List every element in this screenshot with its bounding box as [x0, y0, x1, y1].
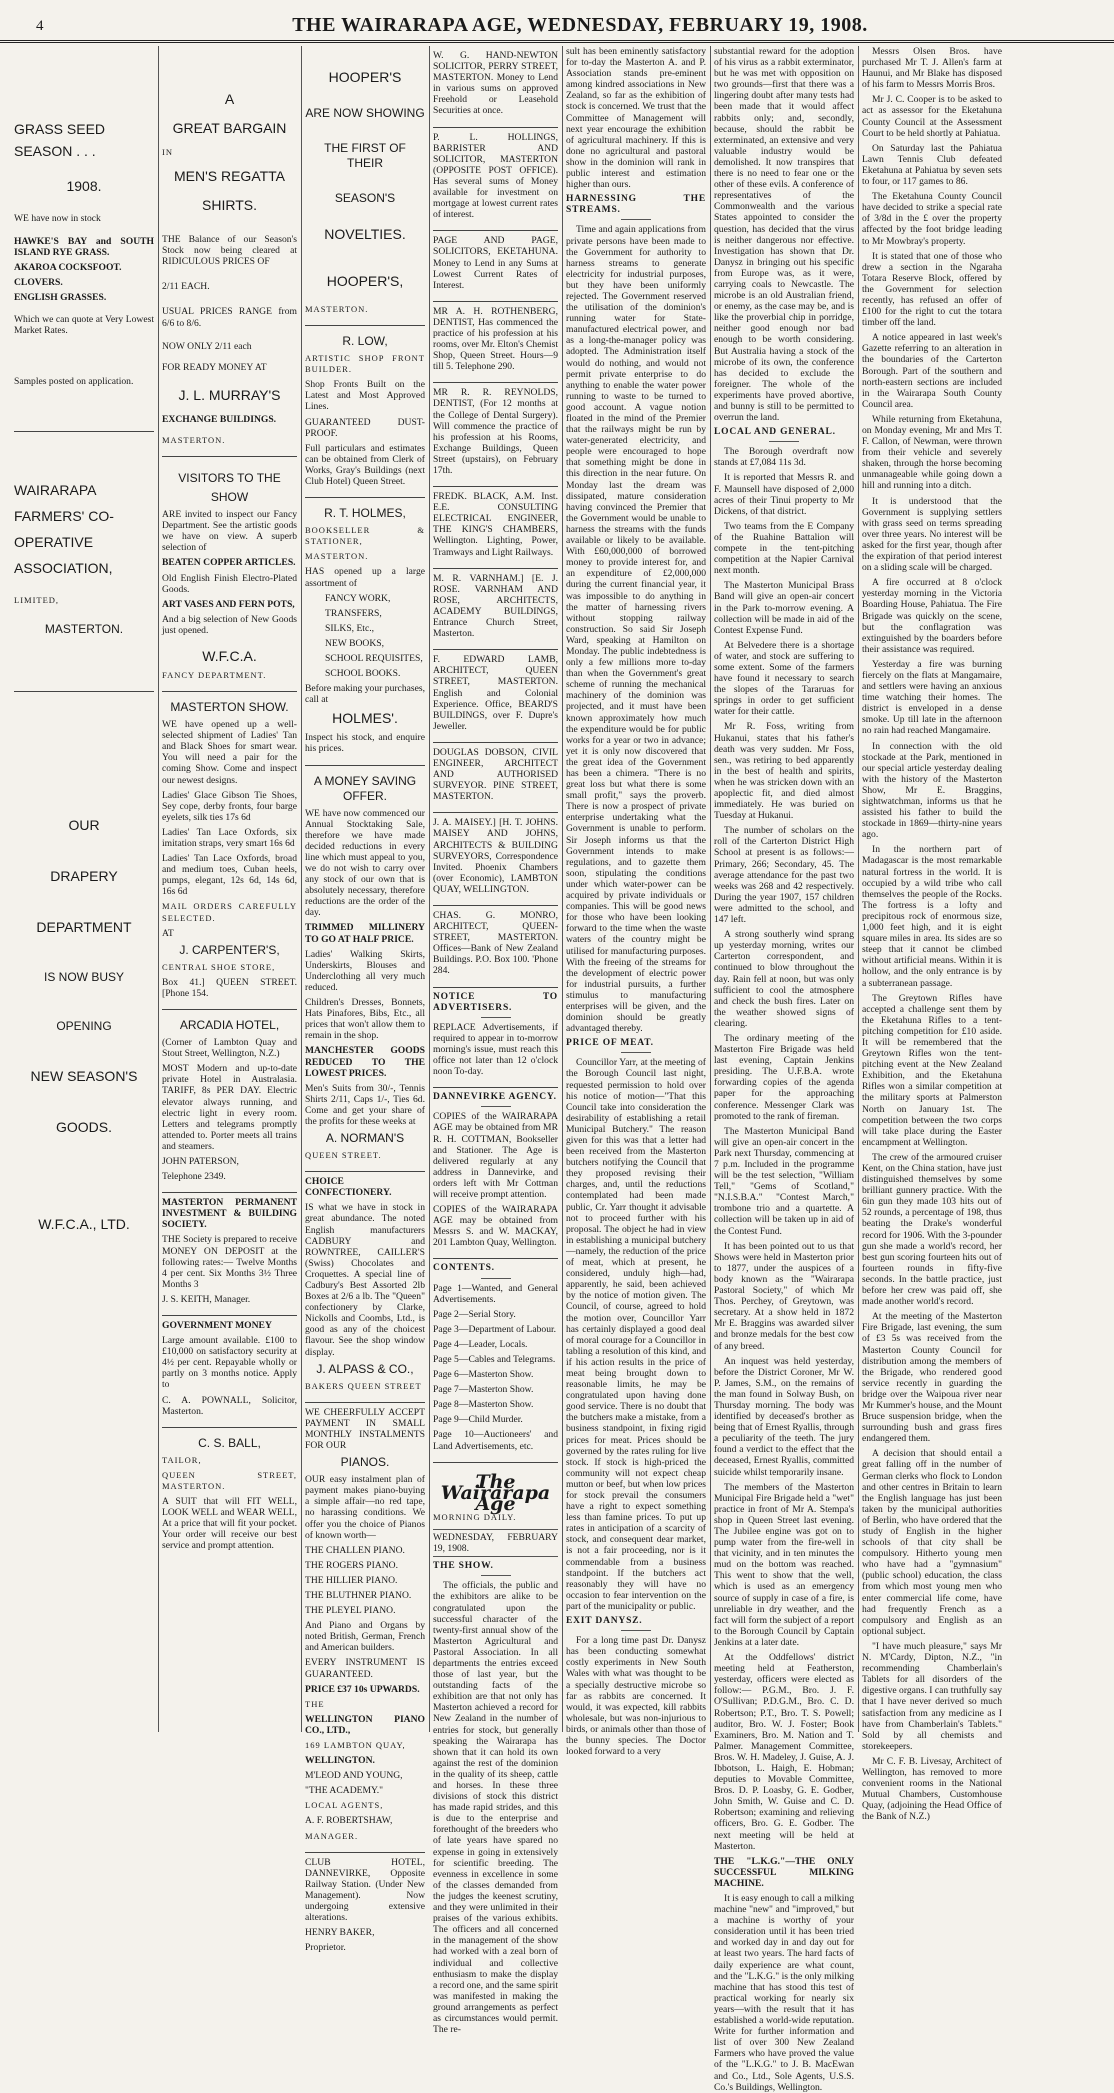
building-society-ad [162, 1193, 297, 1316]
column-7 [862, 46, 1002, 1823]
ad-text: QUEEN STREET, MASTERTON. [162, 1469, 297, 1491]
ad-text: HAS opened up a large assortment of [305, 566, 425, 589]
advertisers-notice [433, 988, 558, 1089]
section-heading: DANNEVIRKE AGENCY. [433, 1092, 558, 1107]
local-item: The number of scholars on the roll of the Carterton District High School at present is as follows:—Primary, 266; Secondary, 45. The average attendance for the past two weeks was 268 and 42 respectively. During the year 1907, 157 children were admitted to the school, and 147 left. [714, 825, 854, 926]
ad-heading: GREAT BARGAIN [172, 120, 287, 136]
ad-heading: HOOPER'S [328, 69, 402, 85]
column-rule [301, 46, 302, 1732]
ad-heading: C. S. BALL, [198, 1435, 261, 1450]
contents-item: Page 9—Child Murder. [433, 1414, 523, 1426]
ad-text: CLUB HOTEL, DANNEVIRKE, Opposite Railway Station. (Under New Management). Now undergoing extensive alterations. [305, 1856, 425, 1924]
ad-price: 2/11 EACH. [162, 281, 210, 293]
ad-text: FANCY DEPARTMENT. [162, 669, 267, 680]
ad-text: Old English Finish Electro-Plated Goods. [162, 572, 297, 595]
ad-text: THE [305, 1698, 325, 1709]
ad-text: Proprietor. [305, 1942, 346, 1954]
local-item: A notice appeared in last week's Gazette referring to an alteration in the boundaries of the Carterton Borough. Part of the southern and north-eastern sections are included in the Wairarapa South County Council area. [862, 332, 1002, 410]
ad-heading: J. L. MURRAY'S [178, 386, 281, 403]
article-heading: EXIT DANYSZ. [566, 1616, 706, 1631]
ad-item: Ladies' Glace Gibson Tie Shoes, Sey cope, derby fronts, four barge eyelets, silk ties 17s 6d [162, 789, 297, 823]
ad-text: Shop Fronts Built on the Latest and Most Approved Lines. [305, 379, 425, 413]
article-text: For a long time past Dr. Danysz has been conducting somewhat costly experiments in New South Wales with what was thought to be a specially destructive microbe so far as rabbits are concerned. It would, it was expected, kill rabbits wholesale, but was non-injurious to birds, or animals other than those of the bunny species. The Doctor looked forward to a very [566, 1635, 706, 1758]
column-rule [858, 46, 859, 1732]
ad-heading: HOLMES'. [332, 710, 398, 727]
local-item: The Masterton Municipal Brass Band will give an open-air concert in the Park to-morrow evening. A collection will be made in aid of the Contest Expense Fund. [714, 580, 854, 636]
ad-heading: R. T. HOLMES, [324, 506, 406, 521]
ad-text: AT [162, 927, 174, 939]
card-text: W. G. HAND-NEWTON SOLICITOR, PERRY STREET, MASTERTON. Money to Lend in various sums on approved Freehold or Leasehold Securities at once. [433, 50, 558, 117]
local-item: In connection with the old stockade at the Park, mentioned in our special article yesterday dealing with the history of the Masterton Show, Mr E. Braggins, sightwatchman, informs us that he assisted his father to build the stockade in 1869—thirty-nine years ago. [862, 740, 1002, 841]
ad-text: WE have opened up a well-selected shipment of Ladies' Tan and Black Shoes for smart wear. You will need a pair for the coming Show. Come and inspect our newest designs. [162, 719, 297, 786]
money-saving-ad [305, 766, 425, 1173]
ad-item: SILKS, Etc., [325, 622, 375, 634]
card-text: MR A. H. ROTHENBERG, DENTIST, Has commenced the practice of his profession at his rooms, over Mr. Elton's Chemist Shop, Queen Street. Hours—9 till 5. Telephone 290. [433, 305, 558, 373]
ad-text: BEATEN COPPER ARTICLES. [162, 557, 296, 569]
ad-text: Large amount available. £100 to £10,000 on satisfactory security at 4½ per cent. Repayable wholly or partly on 3 months notice. Apply to [162, 1335, 297, 1391]
government-money-ad [162, 1316, 297, 1428]
contents-item: Page 3—Department of Labour. [433, 1323, 557, 1335]
column-3 [305, 46, 425, 1954]
ad-item: SCHOOL BOOKS. [325, 668, 401, 680]
local-item: The Masterton Municipal Band will give an open-air concert in the Park next Thursday, commencing at 7 p.m. Included in the programme will be the test selection, "William Tell," "Gems of Scotland," "N.I.S.B.A." "Contest March," trombone trio and a quartette. A collection will be taken up in aid of the Contest Fund. [714, 1125, 854, 1237]
contents-item: Page 1—Wanted, and General Advertisements. [433, 1282, 558, 1305]
card-text: DOUGLAS DOBSON, CIVIL ENGINEER, ARCHITECT AND AUTHORISED SURVEYOR. PINE STREET, MASTERTON. [433, 746, 558, 803]
local-item: In the northern part of Madagascar is the most remarkable natural fortress in the world. It is occupied by a wild tribe who call themselves the people of the Rocks. The fortress is a lofty and precipitous rock of enormous size, 1,000 feet high, and it is eight square miles in area. Its sides are so steep that it cannot be climbed without artificial means. Within it is hollow, and the only entrance is by a subterranean passage. [862, 844, 1002, 989]
ad-text: HENRY BAKER, [305, 1927, 375, 1939]
ad-text: 169 LAMBTON QUAY, [305, 1740, 406, 1750]
ad-text: CENTRAL SHOE STORE, [162, 961, 276, 972]
local-item: Two teams from the E Company of the Ruahine Battalion will compete in the tent-pitching competition at the Napier Carnival next month. [714, 520, 854, 577]
ad-text: And a big selection of New Goods just opened. [162, 613, 297, 636]
contents-item: Page 7—Masterton Show. [433, 1384, 534, 1396]
business-card [433, 813, 558, 906]
ad-heading: SHOW [210, 490, 249, 505]
ad-heading: DRAPERY [50, 867, 118, 884]
ad-item: CLOVERS. [14, 277, 63, 289]
column-rule [158, 46, 159, 1732]
ad-item: TRANSFERS, [325, 607, 382, 619]
ad-text: MAIL ORDERS CAREFULLY SELECTED. [162, 901, 297, 923]
ad-text: Which we can quote at Very Lowest Market Rates. [14, 313, 154, 336]
page-number: 4 [36, 18, 44, 34]
ad-text: TAILOR, [162, 1454, 202, 1465]
ad-heading: SHIRTS. [202, 197, 257, 214]
ad-text: ARTISTIC SHOP FRONT BUILDER. [305, 353, 425, 375]
ad-heading: GOVERNMENT MONEY [162, 1320, 272, 1331]
ad-heading: SEASON . . . [14, 143, 96, 159]
notice-text: REPLACE Advertisements, if required to appear in to-morrow morning's issue, must reach this office not later than 12 o'clock noon To-day. [433, 1021, 558, 1078]
business-card [433, 650, 558, 743]
column-4 [433, 46, 558, 2036]
editorial-date: WEDNESDAY, FEBRUARY 19, 1908. [433, 1529, 558, 1557]
local-item: It is reported that Messrs R. and F. Maunsell have disposed of 2,000 acres of their Tinui property to Mr Dickens, of that district. [714, 472, 854, 517]
visitors-show-ad [162, 457, 297, 692]
local-item: It has been pointed out to us that Shows were held in Masterton prior to 1877, under the auspices of a body known as the "Wairarapa Pastoral Society," of which Mr Thos. Perchey, of Greytown, was secretary. At a show held in 1872 Mr E. Braggins was awarded silver and bronze medals for the best cow of any breed. [714, 1240, 854, 1352]
ad-text: MASTERTON. [305, 551, 369, 562]
ad-text: Inspect his stock, and enquire his prices. [305, 732, 425, 755]
ad-text: A. F. ROBERTSHAW, [305, 1815, 393, 1827]
editorial-nameplate [433, 1463, 558, 1558]
tailor-ad [162, 1428, 297, 1562]
ad-text: BOOKSELLER & STATIONER, [305, 525, 425, 547]
contents-item: Page 6—Masterton Show. [433, 1369, 534, 1381]
ad-item: ENGLISH GRASSES. [14, 292, 107, 304]
ad-heading: GRASS SEED [14, 121, 106, 137]
article-heading: HARNESSING THE STREAMS. [566, 194, 706, 220]
ad-text: GUARANTEED DUST-PROOF. [305, 416, 425, 439]
local-item: It is stated that one of those who drew a section in the Ngaraha Totara Reserve Block, offered by the Government for selection recently, has refused an offer of £100 for the right to cut the totara timber off the land. [862, 250, 1002, 329]
ad-text: ART VASES AND FERN POTS, [162, 598, 295, 610]
wfca-ad [14, 432, 154, 692]
ad-text: BAKERS QUEEN STREET [305, 1380, 422, 1391]
business-card [433, 569, 558, 651]
local-item: A strong southerly wind sprang up yesterday morning, writes our Carterton correspondent, and continued to blow throughout the day. Rain fell at noon, but was only sufficient to cool the atmosphere and check the bush fires. Later on the weather showed signs of clearing. [714, 929, 854, 1029]
card-text: MR R. R. REYNOLDS, DENTIST, (For 12 months at the College of Dental Surgery). Will commence the practice of his profession at his Rooms, Exchange Buildings, Queen Street (upstairs), on February 17th. [433, 387, 558, 476]
card-text: J. A. MAISEY.] [H. T. JOHNS. MAISEY AND JOHNS, ARCHITECTS & BUILDING SURVEYORS, Correspondence Invited. Phoenix Chambers (over Economic), LAMBTON QUAY, WELLINGTON. [433, 817, 558, 895]
ad-text: EXCHANGE BUILDINGS. [162, 413, 277, 425]
ad-heading: ARCADIA HOTEL, [179, 1018, 280, 1033]
ad-text: Before making your purchases, call at [305, 683, 425, 706]
column-6 [714, 46, 854, 2093]
ad-text: MANAGER. [305, 1830, 359, 1841]
business-card [433, 743, 558, 813]
column-5 [566, 46, 706, 1758]
bookseller-ad [305, 498, 425, 765]
local-item: A decision that should entail a great falling off in the number of German clerks who flock to London and other centres in Britain to learn the English language has just been taken by the municipal authorities of Berlin, who have ordered that the study of English in the higher schools of that city shall be compulsory. Hitherto young men who have had a "gymnasium" (public school) education, the class from which most young men who enter commercial life come, have had frequently French as a compulsory and English as an optional subject. [862, 1448, 1002, 1637]
ad-text: MASTERTON. [305, 304, 369, 314]
column-rule [710, 46, 711, 1732]
ad-heading: VISITORS TO THE [178, 471, 281, 486]
local-item: The Eketahuna County Council have decided to strike a special rate of 3/8d in the £ over the property affected by the foot bridge leading to Mr Mowbray's property. [862, 191, 1002, 247]
ad-item: SCHOOL REQUISITES, [325, 652, 423, 664]
ad-text: MOST Modern and up-to-date private Hotel in Australasia. TARIFF, 8s PER DAY. Electric elevator always running, and electric light in every room. Letters and telegrams promptly attended to. Porter meets all trains and steamers. [162, 1063, 297, 1152]
contents-item: Page 2—Serial Story. [433, 1308, 516, 1320]
card-text: PAGE AND PAGE, SOLICITORS, EKETAHUNA. Money to Lend in any Sums at Lowest Current Rates of Interest. [433, 235, 558, 291]
pianos-ad [305, 1403, 425, 1853]
column-rule [562, 46, 563, 1732]
ad-text: THE Balance of our Season's Stock now being cleared at RIDICULOUS PRICES OF [162, 234, 297, 268]
local-item: Yesterday a fire was burning fiercely on the flats at Mangamaire, and settlers were having an anxious time watching their homes. The district is enveloped in a dense smoke. Up till late in the afternoon no rain had reached Mangamaire. [862, 658, 1002, 737]
contents-item: Page 8—Masterton Show. [433, 1399, 534, 1411]
ad-item: THE PLEYEL PIANO. [305, 1605, 396, 1617]
ad-item: Ladies' Tan Lace Oxfords, six imitation straps, very smart 16s 6d [162, 826, 297, 849]
card-text: CHAS. G. MONRO, ARCHITECT, QUEEN-STREET, MASTERTON. Offices—Bank of New Zealand Buildings. P.O. Box 100. 'Phone 284. [433, 910, 558, 977]
local-item: On Saturday last the Pahiatua Lawn Tennis Club defeated Eketahuna at Pahiatua by seven sets to four, or 117 games to 86. [862, 142, 1002, 188]
article-text: The officials, the public and the exhibitors are alike to be congratulated upon the successful character of the twenty-first annual show of the Masterton Agricultural and Pastoral Association. In all departments the entries exceed those of last year, but the outstanding facts of the exhibition are that not only has Masterton achieved a record for New Zealand in the number of entries for stock, but generally speaking the Wairarapa has shown that it can hold its own against the rest of the dominion in the quality of its sheep, cattle and horses. In these three divisions of stock this district has made rapid strides, and this is due to the enterprise and forethought of the breeders who of late years have spared no expense in going in extensively for scientific breeding. The evenness in excellence in some of the classes demanded from the judges the keenest scrutiny, and they were unlimited in their praises of the various exhibits. The officers and all concerned in the management of the show had worked with a zeal born of individual and collective enthusiasm to make the display a record one, and the same spirit was manifested in making the ground arrangements as perfect as circumstances would permit. The re- [433, 1580, 558, 2036]
local-item: At the Oddfellows' district meeting held at Featherston, yesterday, officers were elected as follow:— P.G.M., Bro. J. F. O'Sullivan; P.D.G.M., Bro. C. D. Robertson; P.T., Bro. T. S. Powell; auditor, Bro. W. J. Foster; Book Examiners, Bro. M. Nation and T. Palmer. Management Committee, Bros. W. H. Madeley, J. Guise, A. J. Ibbotson, L. Haigh, E. Hobman; deputies to Movable Committee, Bros. D. P. Loasby, G. E. Godber, John Smith, W. Guise and C. D. Robertson; examining and relieving officers, Bro. G. E. Godber. The next meeting will be held at Masterton. [714, 1652, 854, 1852]
ad-text: THE Society is prepared to receive MONEY ON DEPOSIT at the following rates:— Twelve Months 4 per cent. Six Months 3½ Three Months 3 [162, 1234, 297, 1290]
section-heading: CONTENTS. [433, 1263, 558, 1278]
ad-text: LIMITED, [14, 594, 60, 605]
ad-heading: MASTERTON. [44, 621, 124, 636]
ad-item: FANCY WORK, [325, 592, 391, 604]
contents-item: Page 5—Cables and Telegrams. [433, 1354, 556, 1365]
ad-heading: CHOICE CONFECTIONERY. [305, 1176, 392, 1199]
local-item: The Greytown Rifles have accepted a challenge sent them by the Eketahuna Rifles to a tent-pitching competition for £10 aside. It will be remembered that the Greytown Rifles won the tent-pitching event at the New Zealand Exhibition, and the Eketahuna Rifles won a similar competition at the military sports at Palmerston North on January 1st. The competition between the two corps will take place during the Easter encampment at Wellington. [862, 992, 1002, 1148]
ad-item: NEW BOOKS, [325, 637, 384, 649]
ad-text: Children's Dresses, Bonnets, Hats Pinafores, Bibs, Etc., all prices that won't allow them to remain in the shop. [305, 997, 425, 1042]
local-item: An inquest was held yesterday, before the District Coroner, Mr W. P. James, S.M., on the remains of the man found in Solway Bush, on Thursday morning. The body was identified by deceased's brother as being that of Ernest Ryallis, through a peculiarity of the teeth. The jury found a verdict to the effect that the deceased, Ernest Ryallis, committed suicide whilst temporarily insane. [714, 1355, 854, 1478]
ad-item: THE HILLIER PIANO. [305, 1574, 398, 1586]
contents-item: Page 10—Auctioneers' and Land Advertisements, etc. [433, 1429, 558, 1452]
local-item: The Borough overdraft now stands at £7,084 11s 3d. [714, 446, 854, 469]
masthead [0, 0, 1114, 43]
ad-text: Full particulars and estimates can be obtained from Clerk of Works, Gray's Buildings (next Club Hotel) Queen Street. [305, 442, 425, 488]
ad-text: J. S. KEITH, Manager. [162, 1293, 251, 1305]
ad-text: FOR READY MONEY AT [162, 361, 267, 373]
grass-seed-ad [14, 46, 154, 432]
article-heading: THE "L.K.G."—THE ONLY SUCCESSFUL MILKING MACHINE. [714, 1855, 854, 1889]
ad-text: Samples posted on application. [14, 375, 134, 387]
notice-text: COPIES of the WAIRARAPA AGE may be obtained from Messrs S. and W. MACKAY, 201 Lambton Quay, Wellington. [433, 1204, 558, 1249]
ad-text: (Corner of Lambton Quay and Stout Street, Wellington, N.Z.) [162, 1037, 297, 1060]
ad-item: THE ROGERS PIANO. [305, 1559, 399, 1571]
ad-heading: OUR [68, 816, 100, 833]
local-item: Mr R. Foss, writing from Hukanui, states that his father's death was very sudden. Mr Foss, sen., was retiring to bed apparently in the best of health and spirits, when he was stricken down with an apoplectic fit, and died almost immediately. He was buried on Tuesday at Hukanui. [714, 721, 854, 822]
ad-heading: A MONEY SAVING OFFER. [313, 773, 417, 803]
ad-text: ARE invited to inspect our Fancy Department. See the artistic goods we have on view. A superb selection of [162, 509, 297, 554]
confectionery-ad [305, 1172, 425, 1403]
business-card [433, 383, 558, 487]
article-heading: LOCAL AND GENERAL. [714, 427, 854, 442]
masterton-show-ad [162, 692, 297, 1010]
local-item: Mr J. C. Cooper is to be asked to act as assessor for the Eketahuna County Council at the Assessment Court to be held shortly at Pahiatua. [862, 94, 1002, 139]
ad-item: AKAROA COCKSFOOT. [14, 262, 122, 274]
newspaper-subtitle: MORNING DAILY. [433, 1511, 517, 1522]
ad-heading: DEPARTMENT [36, 918, 132, 935]
ad-heading: OPENING [56, 1018, 112, 1033]
ad-item: Ladies' Tan Lace Oxfords, broad and medium toes, Cuban heels, pumps, elegant, 12s 6d, 14s 6d, 16s 6d [162, 853, 297, 898]
ad-text: Telephone 2349. [162, 1171, 226, 1183]
arcadia-hotel-ad [162, 1010, 297, 1193]
column-rule [429, 46, 430, 1732]
ad-heading: W.F.C.A., LTD. [38, 1215, 130, 1232]
local-item: The ordinary meeting of the Masterton Fire Brigade was held last evening, Captain Jenkins presiding. The U.F.B.A. wrote forwarding copies of the agenda paper for the approaching conference. Messenger Clark was promoted to the rank of fireman. [714, 1032, 854, 1122]
article-heading: THE SHOW. [433, 1561, 558, 1576]
ad-heading: R. LOW, [342, 334, 388, 349]
local-item: "I have much pleasure," says Mr N. M'Cardy, Dipton, N.Z., "in recommending Chamberlain's Tablets for all disorders of the digestive organs. I can truthfully say that I have never derived so much satisfaction from any medicine as I have from Chamberlain's Tablets." Sold by all chemists and storekeepers. [862, 1640, 1002, 1752]
local-item: The members of the Masterton Municipal Fire Brigade held a "wet" practice in front of Mr A. Stempa's shop in Queen Street last evening. The Jubilee engine was got on to pump water from the fire-well in that vicinity, and in ten minutes the mud on the bottom was reached. This went to show that the well, which is used as an emergency source of supply in case of a fire, is unreliable in dry weather, and the fact will form the subject of a report to the Borough Council by Captain Jenkins at a later date. [714, 1481, 854, 1648]
ad-heading: WELLINGTON PIANO CO., LTD., [305, 1713, 425, 1736]
ad-text: "THE ACADEMY." [305, 1785, 384, 1797]
ad-text: C. A. POWNALL, Solicitor, Masterton. [162, 1394, 297, 1417]
business-card [433, 487, 558, 569]
ad-text: OUR easy instalment plan of payment makes piano-buying a simple affair—no red tape, no harassing conditions. We offer you the choice of Pianos of known worth— [305, 1474, 425, 1541]
ad-text: USUAL PRICES RANGE from 6/6 to 8/6. [162, 306, 297, 329]
article-text: Councillor Yarr, at the meeting of the Borough Council last night, requested permission to hold over his notice of motion—"That this Council take into consideration the desirability of establishing a retail Municipal Butchery." The reason given for this was that a letter had been received from the Masterton butchers notifying the Council that they proposed revising their charges, and, until the reductions contemplated had been made public, Cr. Yarr thought it advisable not to proceed further with his proposal. The object he had in view in establishing a municipal butchery—namely, the reduction of the price of meat, which at present, he considered, unduly high—had, apparently, he said, been achieved by the notice of motion given. The Council, of course, agreed to hold the motion over, Councillor Yarr has certainly displayed a good deal of moral courage for a Councillor in tabling a resolution of this kind, and if his action results in the price of meat being brought down to reasonable limits, he may be congratulated upon having done good service. There is no doubt that the butchers make a mistake, from a business standpoint, in fixing rigid prices for meat. Prices should be governed by the rates ruling for live stock. If stock is high-priced the community will not expect cheap mutton or beef, but when low prices for stock prevail the consumers have a right to expect something less than famine prices. To put up rates in anticipation of a scarcity of stock, and consequent dear market, is not a fair proceeding, nor is it commendable from a business standpoint. If the butchers act reasonably they will have no occasion to fear intervention on the part of the municipality or public. [566, 1057, 706, 1612]
ad-text: IN [162, 147, 173, 157]
drapery-ad [14, 692, 154, 1244]
ad-heading: W.F.C.A. [202, 647, 257, 664]
article-text: sult has been eminently satisfactory for to-day the Masterton A. and P. Association stands pre-eminent among kindred associations in New Zealand, so far as the exhibition of stock is concerned. We trust that the Committee of Management will next year encourage the exhibition of agricultural machinery. If this is done no agricultural and pastoral show in the dominion will rank in public interest and estimation higher than ours. [566, 46, 706, 191]
ad-text: Box 41.] QUEEN STREET. [Phone 154. [162, 976, 297, 999]
local-item: At the meeting of the Masterton Fire Brigade, last evening, the sum of £3 5s was received from the Masterton County Council for distribution among the members of the Brigade, who rendered good service recently in guarding the bridge over the Waipoua river near Mr Kummer's house, and the Mount Bruce suspension bridge, when the surrounding bush and grass fires endangered them. [862, 1311, 1002, 1445]
ad-text: And Piano and Organs by noted British, German, French and American builders. [305, 1620, 425, 1654]
ad-heading: NOVELTIES. [324, 226, 406, 242]
ad-heading: GOODS. [55, 1118, 112, 1135]
ad-price: PRICE £37 10s UPWARDS. [305, 1683, 420, 1695]
article-text: Time and again applications from private persons have been made to the Government for authority to harness streams to generate electricity for industrial purposes, but they have been uniformly rejected. The Government reserved the utilisation of the dominion's running water for State-manufactured electrical power, and as a long-the-manager policy was adopted. The Administration itself would do nothing, and would not permit private enterprise to do anything to enable the water power running to waste to be turned to good account. A vague notion floated in the mind of the Premier that the railways might be run by water-generated electricity, and people were encouraged to hope that something might be done in this direction in the near future. On Monday last the dream was dissipated, mature consideration having convinced the Premier that the Government would be unable to harness the streams with the funds available or likely to be available. With £60,000,000 of borrowed money to provide interest for, and an expenditure of £2,000,000 during the current financial year, it was impossible to do anything in the matter of harnessing rivers without stopping railway construction. So said Sir Joseph Ward, speaking at Hamilton on Monday. The public indebtedness is only a few millions more to-day than when the Government's great scheme of running the mechanical machinery of the dominion was projected, and it must have been known approximately how much the expenditure would be for public works for a year or two in advance; yet it is only now discovered that the great idea of the Government has been a chimera. "There is no great loss but what there is some small profit," says the proverb. There is now a prospect of private enterprise undertaking what the Government is unable to perform. Sir Joseph informs us that the Government intends to make regulations, and to gazette them soon, stipulating the conditions under which water-power can be acquired by private individuals or companies. This will be good news for those who have been looking forward to the time when the waste waters of the country might be utilised for manufacturing purposes. With the freeing of the streams for the development of electric power for industrial pursuits, a further stimulus to manufacturing enterprises will be given, and the dominion should be greatly advantaged thereby. [566, 224, 706, 1035]
ad-text: EVERY INSTRUMENT IS GUARANTEED. [305, 1657, 425, 1680]
ad-item: HAWKE'S BAY and SOUTH ISLAND RYE GRASS. [14, 236, 154, 259]
ad-text: IS what we have in stock in great abundance. The noted English manufacturers CADBURY and ROWNTREE, CAILLER'S (Swiss) Chocolates and Croquettes. A special line of Cadbury's Best Assorted 2lb Boxes at 2/6 a lb. The "Queen" confectionery by Clarke, Nickolls and Coombs, Ltd., is good as any of the choicest flavour. See the shop window display. [305, 1202, 425, 1358]
hoopers-ad [305, 46, 425, 326]
dannevirke-agency [433, 1088, 558, 1259]
ad-text: MASTERTON. [162, 434, 226, 445]
ad-text: WE CHEERFULLY ACCEPT PAYMENT IN SMALL MONTHLY INSTALMENTS FOR OUR [305, 1406, 425, 1452]
ad-text: Ladies' Walking Skirts, Underskirts, Blouses and Underclothing all very much reduced. [305, 948, 425, 993]
ad-text: NOW ONLY 2/11 each [162, 340, 252, 352]
card-text: M. R. VARNHAM.] [E. J. ROSE. VARNHAM AND ROSE, ARCHITECTS, ACADEMY BUILDINGS, Entrance Church Street, Masterton. [433, 572, 558, 640]
ad-heading: A [224, 91, 235, 107]
ad-item: THE CHALLEN PIANO. [305, 1544, 405, 1556]
local-item: At Belvedere there is a shortage of water, and stock are suffering to some extent. Some of the farmers have found it necessary to search the slopes of the Tararuas for springs in order to get sufficient water for their cattle. [714, 639, 854, 718]
regatta-shirts-ad [162, 46, 297, 457]
column-2 [162, 46, 297, 1732]
article-text: substantial reward for the adoption of his virus as a rabbit exterminator, but he was met with opposition on two grounds—first that there was a lingering doubt after many tests had been made that it would affect rabbits only; and, secondly, because, should the rabbit be exterminated, an extensive and very valuable industry would be demolished. It now transpires that there is no need to fear one or the other of these evils. A conference of representatives of the Commonwealth and the various States appointed to consider the question, has decided that the virus is neither dangerous nor effective. Investigation has shown that Dr. Danysz in bringing out his specific from Europe was, as it were, carrying coals to Newcastle. The microbe is an old Australian friend, or enemy, as the case may be, and is like the proverbial chip in porridge, neither good enough nor bad enough to be worth considering. But Australia having a stock of the microbe of its own, the conference has decided to exclude the foreigner. The whole of the experiments have proved abortive, and bunny is still to be permitted to overrun the land. [714, 46, 854, 424]
ad-text: LOCAL AGENTS, [305, 1800, 384, 1811]
business-card [433, 906, 558, 988]
ad-heading: 1908. [66, 178, 102, 194]
ad-text: WELLINGTON. [305, 1755, 375, 1767]
contents-box [433, 1259, 558, 1462]
business-card [433, 302, 558, 384]
local-item: While returning from Eketahuna, on Monday evening, Mr and Mrs T. F. Callon, of Newman, were thrown from their vehicle and severely shaken, through the horse becoming unmanageable while going down a hill and running into a ditch. [862, 413, 1002, 492]
ad-heading: J. ALPASS & CO., [316, 1361, 414, 1376]
ad-text: MANCHESTER GOODS REDUCED TO THE LOWEST PRICES. [305, 1045, 425, 1079]
ad-text: TRIMMED MILLINERY TO GO AT HALF PRICE. [305, 922, 425, 945]
ad-heading: WAIRARAPA FARMERS' CO-OPERATIVE ASSOCIATION, [14, 481, 114, 576]
page-title: THE WAIRARAPA AGE, WEDNESDAY, FEBRUARY 19, 1908. [292, 14, 868, 36]
ad-heading: J. CARPENTER'S, [179, 942, 280, 957]
show-article [433, 1561, 558, 2035]
ad-heading: A. NORMAN'S [325, 1131, 405, 1146]
section-heading: NOTICE TO ADVERTISERS. [433, 992, 558, 1018]
ad-heading: MEN'S REGATTA [173, 168, 286, 185]
ad-item: THE BLUTHNER PIANO. [305, 1589, 412, 1601]
ad-heading: PIANOS. [340, 1455, 390, 1470]
ad-heading: MASTERTON SHOW. [170, 700, 289, 715]
local-item: Messrs Olsen Bros. have purchased Mr T. J. Allen's farm at Haunui, and Mr Blake has disposed of his farm to Messrs Morris Bros. [862, 46, 1002, 91]
ad-text: JOHN PATERSON, [162, 1155, 239, 1167]
ad-text: QUEEN STREET. [305, 1150, 382, 1161]
ad-heading: MASTERTON PERMANENT INVESTMENT & BUILDING SOCIETY. [162, 1197, 297, 1231]
article-text: It is easy enough to call a milking machine "new" and "improved," but a machine is worthy of your consideration until it has been tried and worked day in and day out for at least two years. The hard facts of daily experience are what count, and the "L.K.G." is the only milking machine that has stood this test of practical working for nearly six years—with the result that it has established a world-wide reputation. Write for further information and list of over 300 New Zealand Farmers who have proved the value of the "L.K.G." to J. B. MacEwan and Co., Ltd., Sole Agents, U.S.S. Co.'s Buildings, Wellington. [714, 1893, 854, 2093]
ad-text: A SUIT that will FIT WELL, LOOK WELL and WEAR WELL, At a price that will fit your pocket. Your order will receive our best service and prompt attention. [162, 1496, 297, 1552]
ad-text: WE have now in stock [14, 213, 101, 224]
card-text: P. L. HOLLINGS, BARRISTER AND SOLICITOR, MASTERTON (OPPOSITE POST OFFICE). Has several sums of Money available for investment on mortgage at lowest current rates of interest. [433, 131, 558, 221]
shop-front-ad [305, 326, 425, 498]
article-heading: PRICE OF MEAT. [566, 1038, 706, 1053]
contents-item: Page 4—Leader, Locals. [433, 1338, 528, 1350]
ad-heading: ARE NOW SHOWING [305, 106, 425, 120]
ad-heading: IS NOW BUSY [43, 969, 124, 984]
local-item: The crew of the armoured cruiser Kent, on the China station, have just distinguished themselves by some brilliant gunnery practice. With the 6in gun they made 103 hits out of 52 rounds, a percentage of 198, thus beating the Drake's wonderful record for 1906. With the 3-pounder gun she made a world's record, her best gun scoring fourteen hits out of fourteen rounds in fifty-five seconds. In the battle practice, just before her crew was paid off, she made another world's record. [862, 1151, 1002, 1308]
business-card [433, 46, 558, 128]
ad-text: Men's Suits from 30/-, Tennis Shirts 2/11, Caps 1/-, Ties 6d. Come and get your share of the profits for these weeks at [305, 1082, 425, 1127]
card-text: F. EDWARD LAMB, ARCHITECT, QUEEN STREET, MASTERTON. English and Colonial Experience. Office, BEARD'S BUILDINGS, over F. Dupre's Jeweller. [433, 654, 558, 732]
ad-heading: SEASON'S [334, 191, 396, 205]
local-item: A fire occurred at 8 o'clock yesterday morning in the Victoria Boarding House, Pahiatua. The Fire Brigade was quickly on the scene, but the conflagration was extinguished by the boarders before their assistance was required. [862, 577, 1002, 655]
card-text: FREDK. BLACK, A.M. Inst. E.E. CONSULTING ELECTRICAL ENGINEER, THE KING'S CHAMBERS, Wellington. Lighting, Power, Tramways and Light Railways. [433, 491, 558, 558]
ad-text: WE have now commenced our Annual Stocktaking Sale, therefore we have made decided reductions in every line which must appeal to you, we do not wish to carry over any stock of our own that is absolutely necessary, therefore reductions are the order of the day. [305, 807, 425, 919]
ad-heading: NEW SEASON'S [30, 1067, 138, 1084]
club-hotel-ad [305, 1853, 425, 1964]
business-card [433, 128, 558, 232]
business-card [433, 231, 558, 301]
ad-heading: THE FIRST OF THEIR [324, 141, 406, 170]
local-item: It is understood that the Government is supplying settlers with grass seed on terms spreading over three years. No interest will be asked for the first year, though after the expiration of that period interest on a sliding scale will be charged. [862, 495, 1002, 574]
ad-heading: HOOPER'S, [326, 273, 404, 289]
newspaper-name: The Wairarapa Age [440, 1470, 551, 1515]
ad-text: M'LEOD AND YOUNG, [305, 1770, 403, 1782]
notice-text: COPIES of the WAIRARAPA AGE may be obtained from MR R. H. COTTMAN, Bookseller and Stationer. The Age is delivered regularly at any address in Dannevirke, and orders left with Mr Cottman will receive prompt attention. [433, 1111, 558, 1200]
column-1 [14, 46, 154, 1732]
local-item: Mr C. F. B. Livesay, Architect of Wellington, has removed to more convenient rooms in the National Mutual Chambers, Customhouse Quay, (adjoining the Head Office of the Bank of N.Z.) [862, 1755, 1002, 1823]
